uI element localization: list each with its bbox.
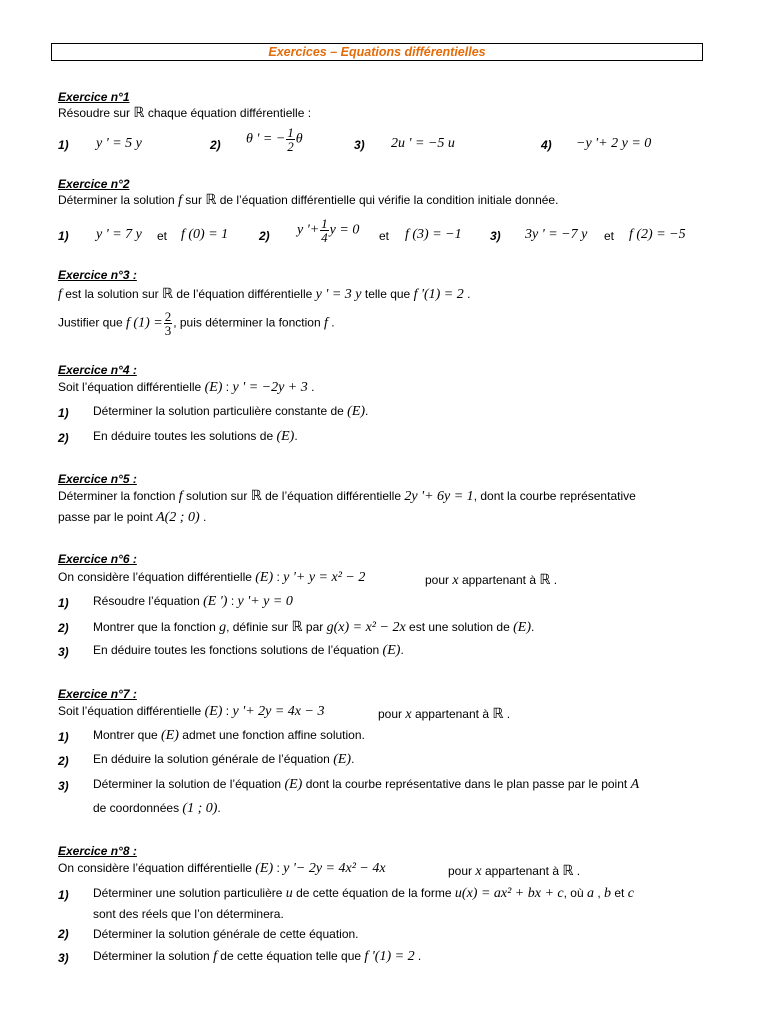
ex7-item-1-text: Montrer que (E) admet une fonction affine solution. bbox=[93, 728, 365, 743]
ex5-line-1: Déterminer la fonction f solution sur ℝ de l’équation différentielle 2y '+ 6y = 1, dont la courbe représentative bbox=[58, 489, 636, 504]
ex7-intro: Soit l’équation différentielle (E) : y '+ 2y = 4x − 3 bbox=[58, 704, 325, 719]
page-title: Exercices – Equations différentielles bbox=[268, 45, 486, 59]
ex2-item-2-condition: f (3) = −1 bbox=[405, 227, 462, 242]
ex4-item-2-number: 2) bbox=[58, 431, 69, 445]
ex5-heading: Exercice n°5 : bbox=[58, 472, 137, 486]
ex4-item-1-number: 1) bbox=[58, 406, 69, 420]
ex6-item-2-number: 2) bbox=[58, 621, 69, 635]
ex6-domain: pour x appartenant à ℝ . bbox=[425, 573, 558, 588]
ex4-intro: Soit l’équation différentielle (E) : y ' = −2y + 3 . bbox=[58, 380, 315, 395]
ex2-item-3-condition: f (2) = −5 bbox=[629, 227, 686, 242]
ex8-item-2-number: 2) bbox=[58, 927, 69, 941]
ex8-item-3-number: 3) bbox=[58, 951, 69, 965]
ex7-item-1-number: 1) bbox=[58, 730, 69, 744]
ex4-item-1-text: Déterminer la solution particulière constante de (E). bbox=[93, 404, 369, 419]
ex1-item-1-number: 1) bbox=[58, 138, 69, 152]
ex4-heading: Exercice n°4 : bbox=[58, 363, 137, 377]
ex7-heading: Exercice n°7 : bbox=[58, 687, 137, 701]
ex1-item-4-equation: −y '+ 2 y = 0 bbox=[576, 136, 652, 151]
ex4-item-2-text: En déduire toutes les solutions de (E). bbox=[93, 429, 298, 444]
ex8-domain: pour x appartenant à ℝ . bbox=[448, 864, 581, 879]
ex8-item-2-text: Déterminer la solution générale de cette équation. bbox=[93, 927, 359, 941]
ex7-item-2-number: 2) bbox=[58, 754, 69, 768]
ex6-item-2-text: Montrer que la fonction g, définie sur ℝ par g(x) = x² − 2x est une solution de (E). bbox=[93, 620, 535, 635]
ex1-item-4-number: 4) bbox=[541, 138, 552, 152]
ex2-item-1-equation: y ' = 7 y bbox=[96, 227, 142, 242]
ex8-item-1-number: 1) bbox=[58, 888, 69, 902]
ex6-item-1-number: 1) bbox=[58, 596, 69, 610]
ex6-heading: Exercice n°6 : bbox=[58, 552, 137, 566]
ex2-item-2-number: 2) bbox=[259, 229, 270, 243]
page-title-box bbox=[51, 43, 703, 61]
ex1-item-1-equation: y ' = 5 y bbox=[96, 136, 142, 151]
ex2-item-2-et: et bbox=[379, 229, 390, 243]
ex2-intro: Déterminer la solution f sur ℝ de l’équation différentielle qui vérifie la condition initiale donnée. bbox=[58, 193, 559, 208]
ex1-item-2-equation: θ ' = − $\frac{1}{2}$ θ bbox=[246, 125, 303, 154]
ex7-item-3-text: Déterminer la solution de l’équation (E) dont la courbe représentative dans le plan passe par le point A bbox=[93, 777, 640, 792]
ex1-item-3-equation: 2u ' = −5 u bbox=[391, 136, 455, 151]
ex2-item-2-equation: y '+ $\frac{1}{4}$ y = 0 bbox=[297, 216, 360, 245]
ex8-intro: On considère l’équation différentielle (E) : y '− 2y = 4x² − 4x bbox=[58, 861, 386, 876]
ex6-item-1-text: Résoudre l’équation (E ') : y '+ y = 0 bbox=[93, 594, 293, 609]
ex8-item-1-text-cont: sont des réels que l’on déterminera. bbox=[93, 907, 284, 921]
ex8-item-1-text: Déterminer une solution particulière u de cette équation de la forme u(x) = ax² + bx + c, où a , b et c bbox=[93, 886, 634, 901]
ex2-item-1-et: et bbox=[157, 229, 168, 243]
ex8-item-3-text: Déterminer la solution f de cette équation telle que f '(1) = 2 . bbox=[93, 949, 422, 964]
ex2-item-1-number: 1) bbox=[58, 229, 69, 243]
ex6-item-3-number: 3) bbox=[58, 645, 69, 659]
ex5-line-2: passe par le point A(2 ; 0) . bbox=[58, 510, 207, 525]
ex1-intro: Résoudre sur ℝ chaque équation différentielle : bbox=[58, 106, 312, 121]
ex7-item-3-number: 3) bbox=[58, 779, 69, 793]
ex2-item-3-number: 3) bbox=[490, 229, 501, 243]
ex7-item-3-text-cont: de coordonnées (1 ; 0). bbox=[93, 801, 221, 816]
ex3-line-2: Justifier que f (1) = $\frac{2}{3}$ , puis déterminer la fonction f . bbox=[58, 309, 335, 338]
ex3-line-1: f est la solution sur ℝ de l’équation différentielle y ' = 3 y telle que f '(1) = 2 . bbox=[58, 287, 471, 302]
ex8-heading: Exercice n°8 : bbox=[58, 844, 137, 858]
ex1-heading: Exercice n°1 bbox=[58, 90, 130, 104]
ex2-item-3-et: et bbox=[604, 229, 615, 243]
ex2-heading: Exercice n°2 bbox=[58, 177, 130, 191]
ex1-item-2-number: 2) bbox=[210, 138, 221, 152]
ex3-heading: Exercice n°3 : bbox=[58, 268, 137, 282]
ex1-item-3-number: 3) bbox=[354, 138, 365, 152]
ex6-intro: On considère l’équation différentielle (E) : y '+ y = x² − 2 bbox=[58, 570, 366, 585]
ex7-item-2-text: En déduire la solution générale de l’équation (E). bbox=[93, 752, 355, 767]
ex2-item-3-equation: 3y ' = −7 y bbox=[525, 227, 588, 242]
ex6-item-3-text: En déduire toutes les fonctions solutions de l’équation (E). bbox=[93, 643, 404, 658]
ex7-domain: pour x appartenant à ℝ . bbox=[378, 707, 511, 722]
ex2-item-1-condition: f (0) = 1 bbox=[181, 227, 229, 242]
